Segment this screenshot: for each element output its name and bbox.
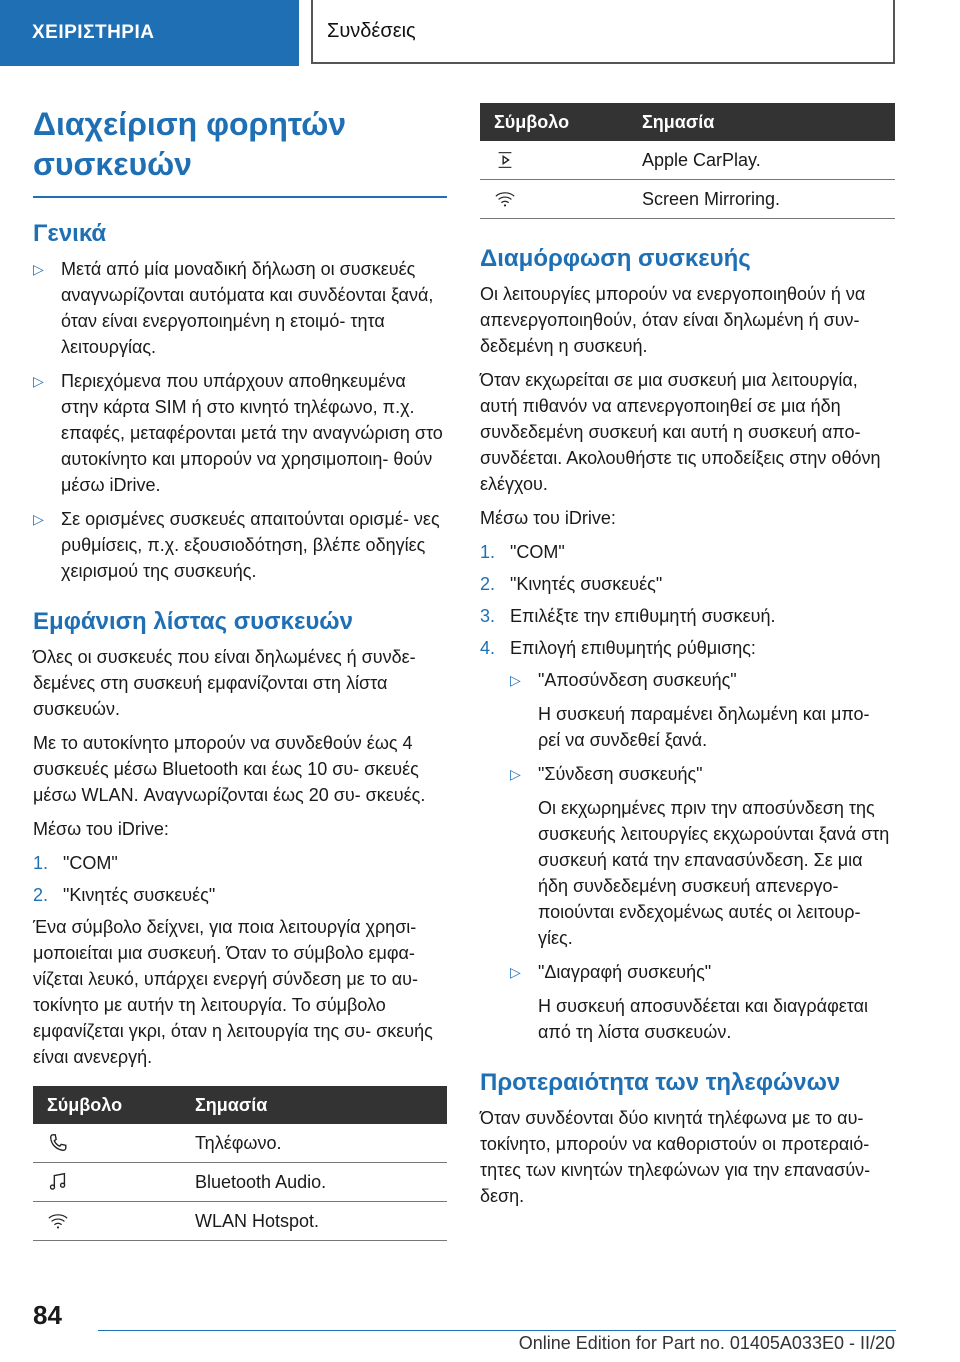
table-row: [33, 1163, 447, 1202]
table-cell: Screen Mirroring.: [628, 180, 895, 219]
right-column: [480, 103, 895, 1217]
column-header: Σύμβολο: [480, 103, 628, 141]
symbol-table: [480, 103, 895, 219]
phone-icon: [47, 1132, 69, 1154]
option-description: Η συσκευή αποσυνδέεται και διαγράφεται από τη λίστα συσκευών.: [538, 996, 869, 1042]
table-cell: Apple CarPlay.: [628, 141, 895, 180]
paragraph: Όλες οι συσκευές που είναι δηλωμένες ή συνδε- δεμένες στη συσκευή εμφανίζονται στη λίστα συσκευών.: [33, 647, 416, 719]
table-header: [480, 103, 895, 141]
heading-device-list: Εμφάνιση λίστας συσκευών: [33, 608, 353, 635]
bullet-item: ▷ Μετά από μία μοναδική δήλωση οι συσκευές αναγνωρίζονται αυτόματα και συνδέονται ξανά, όταν είναι ενεργοποιημένη η ετοιμό- τητα λειτουργίας.: [33, 256, 447, 360]
option-item: ▷ "Αποσύνδεση συσκευής": [480, 667, 895, 693]
heading-device-config: Διαμόρφωση συσκευής: [480, 245, 751, 272]
paragraph: Όταν εκχωρείται σε μια συσκευή μια λειτουργία, αυτή πιθανόν να απενεργοποιηθεί σε μια ήδη συνδεδεμένη συσκευή και αυτή η συσκευή απο- συνδέεται. Ακολουθήστε τις υποδείξεις στην οθόνη ελέγχου.: [480, 370, 881, 494]
table-row: [480, 180, 895, 219]
step-item: 2. "Κινητές συσκευές": [33, 885, 216, 905]
chapter-title: Συνδέσεις: [311, 0, 895, 64]
table-row: [33, 1124, 447, 1163]
triangle-bullet-icon: ▷: [33, 373, 44, 389]
triangle-bullet-icon: ▷: [33, 261, 44, 277]
symbol-table: [33, 1086, 447, 1241]
column-header: Σημασία: [181, 1086, 447, 1124]
heading-general: Γενικά: [33, 220, 107, 247]
step-item: 2. "Κινητές συσκευές": [480, 574, 663, 594]
table-row: [480, 141, 895, 180]
page-number: 84: [33, 1300, 62, 1330]
option-item: ▷ "Διαγραφή συσκευής": [480, 959, 895, 985]
table-cell: Bluetooth Audio.: [181, 1163, 447, 1202]
column-header: Σημασία: [628, 103, 895, 141]
bullet-item: ▷ Σε ορισμένες συσκευές απαιτούνται ορισμέ- νες ρυθμίσεις, π.χ. εξουσιοδότηση, βλέπε οδηγίες χειρισμού της συσκευής.: [33, 506, 447, 584]
triangle-bullet-icon: ▷: [510, 672, 521, 688]
table-cell: WLAN Hotspot.: [181, 1202, 447, 1241]
music-note-icon: [47, 1171, 69, 1193]
left-column: [33, 100, 447, 1241]
footer-divider: [98, 1330, 896, 1331]
option-description: Οι εκχωρημένες πριν την αποσύνδεση της συσκευής λειτουργίες εκχωρούνται ξανά στη συσκευή κατά την επανασύνδεση. Σε μια ήδη συνδεδεμένη συσκευή απενεργο- ποιούνται ενδεχομένως αυτές οι λειτουρ- γίες.: [538, 798, 890, 948]
option-item: ▷ "Σύνδεση συσκευής": [480, 761, 895, 787]
triangle-bullet-icon: ▷: [33, 511, 44, 527]
step-item: 1. "COM": [33, 853, 118, 873]
paragraph: Μέσω του iDrive:: [33, 819, 169, 839]
paragraph: Ένα σύμβολο δείχνει, για ποια λειτουργία χρησι- μοποιείται μια συσκευή. Όταν το σύμβολο εμφα- νίζεται λευκό, υπάρχει ενεργή σύνδεση με το αυ- τοκίνητο με αυτήν τη λειτουργία. Το σύμβολο εμφανίζεται γκρι, όταν η λειτουργία της συ- σκευής είναι ανενεργή.: [33, 917, 433, 1067]
wifi-icon: [494, 188, 516, 210]
step-item: 1. "COM": [480, 542, 565, 562]
triangle-bullet-icon: ▷: [510, 766, 521, 782]
paragraph: Οι λειτουργίες μπορούν να ενεργοποιηθούν ή να απενεργοποιηθούν, όταν είναι δηλωμένη ή συν- δεδεμένη η συσκευή.: [480, 284, 866, 356]
heading-phone-priority: Προτεραιότητα των τηλεφώνων: [480, 1069, 841, 1096]
triangle-bullet-icon: ▷: [510, 964, 521, 980]
bullet-item: ▷ Περιεχόμενα που υπάρχουν αποθηκευμένα στην κάρτα SIM ή στο κινητό τηλέφωνο, π.χ. επαφές, μεταφέρονται μετά την αναγνώριση στο αυτοκίνητο και μπορούν να χρησιμοποιη- θούν μέσω iDrive.: [33, 368, 447, 498]
table-cell: Τηλέφωνο.: [181, 1124, 447, 1163]
carplay-icon: [494, 149, 516, 171]
table-header: [33, 1086, 447, 1124]
page-title: Διαχείριση φορητών συσκευών: [33, 100, 447, 198]
step-item: 3. Επιλέξτε την επιθυμητή συσκευή.: [480, 606, 776, 626]
section-tab: ΧΕΙΡΙΣΤΗΡΙΑ: [0, 0, 299, 66]
paragraph: Μέσω του iDrive:: [480, 508, 616, 528]
option-description: Η συσκευή παραμένει δηλωμένη και μπο- ρεί να συνδεθεί ξανά.: [538, 704, 870, 750]
column-header: Σύμβολο: [33, 1086, 181, 1124]
wifi-icon: [47, 1210, 69, 1232]
paragraph: Όταν συνδέονται δύο κινητά τηλέφωνα με το αυ- τοκίνητο, μπορούν να καθοριστούν οι προτεραιό- τητες των κινητών τηλεφώνων για την επανασύν- δεση.: [480, 1108, 871, 1206]
table-row: [33, 1202, 447, 1241]
paragraph: Με το αυτοκίνητο μπορούν να συνδεθούν έως 4 συσκευές μέσω Bluetooth και έως 10 συ- σκευές μέσω WLAN. Αναγνωρίζονται έως 20 συ- σκευές.: [33, 733, 426, 805]
step-item: 4. Επιλογή επιθυμητής ρύθμισης:: [480, 638, 756, 658]
edition-text: Online Edition for Part no. 01405A033E0 - II/20: [518, 1333, 895, 1353]
